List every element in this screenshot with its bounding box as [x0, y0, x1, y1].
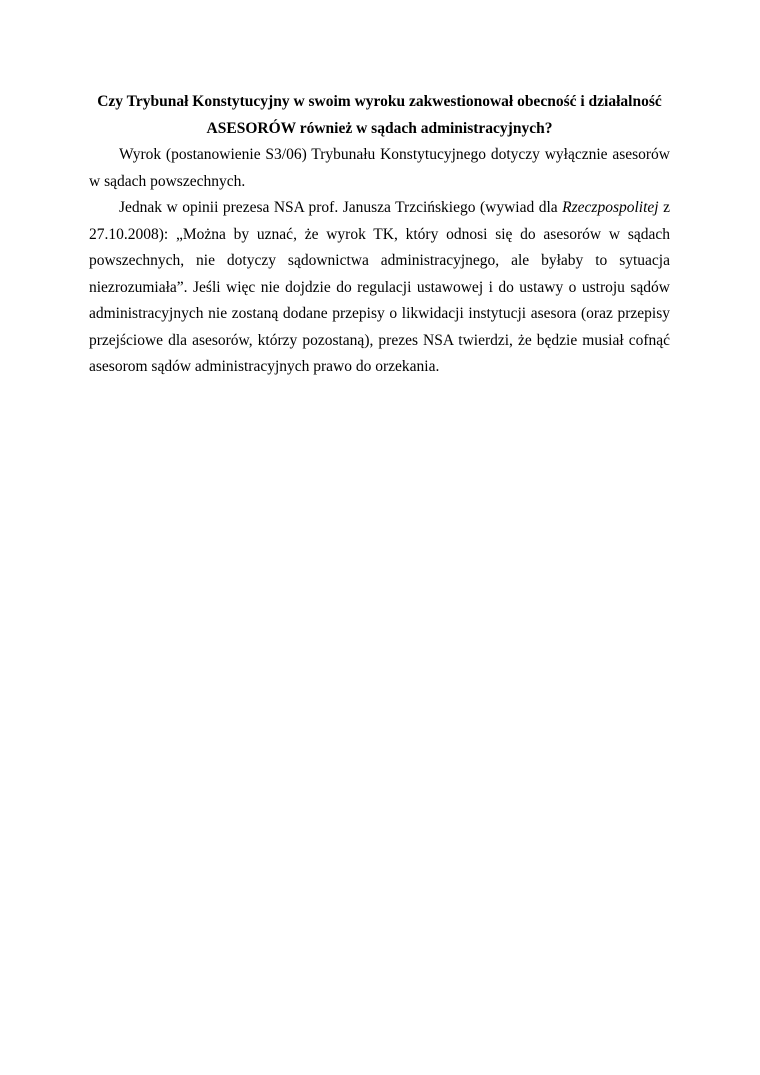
paragraph-2 [89, 195, 670, 381]
newspaper-name: Rzeczpospolitej [562, 199, 659, 216]
paragraph-2-text-start: Jednak w opinii prezesa NSA prof. Janusza Trzcińskiego (wywiad dla [119, 199, 563, 216]
paragraph-2-text-end: z 27.10.2008): „Można by uznać, że wyrok TK, który odnosi się do asesorów w sądach powszechnych, nie dotyczy sądownictwa administracyjnego, ale byłaby to sytuacja niezrozumiała”. Jeśli więc nie dojdzie do regulacji ustawowej i do ustawy o ustroju sądów administracyjnych nie zostaną dodane przepisy o likwidacji instytucji asesora (oraz przepisy przejściowe dla asesorów, którzy pozostaną), prezes NSA twierdzi, że będzie musiał cofnąć asesorom sądów administracyjnych prawo do orzekania. [89, 199, 670, 375]
document-title: Czy Trybunał Konstytucyjny w swoim wyroku zakwestionował obecność i działalność ASESORÓW również w sądach administracyjnych? [97, 93, 662, 137]
document-body [89, 88, 670, 381]
paragraph-1: Wyrok (postanowienie S3/06) Trybunału Konstytucyjnego dotyczy wyłącznie asesorów w sądach powszechnych. [89, 146, 670, 190]
